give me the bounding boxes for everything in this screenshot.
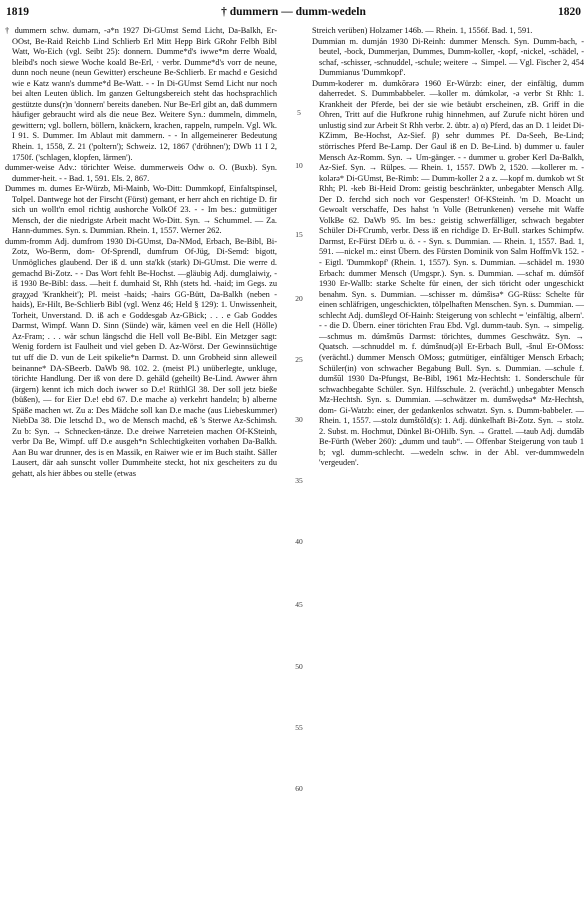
page-header: [0, 6, 587, 20]
line-number: 5: [297, 108, 301, 117]
page-number-left: 1819: [6, 6, 29, 18]
line-number: 40: [295, 537, 303, 546]
line-number: 20: [295, 294, 303, 303]
dictionary-entry: Dummes m. dumes Er-Würzb, Mi-Mainb, Wo-Ditt: Dummkopf, Einfaltspinsel, Tolpel. Dantwege hot der Firscht (Fürst) gemant, er herr ahch en richtige D. fir sich un wollt'n emol richtig aushorche VolkOf 23. - - Im bes.: gutmütiger Mensch, der die niedrigste Arbeit macht Wo-Ditt. Syn. → Schummel. — Za. Hann-dummes. Syn. s. Dummian. Rhein. 1, 1557. Werner 262.: [5, 184, 277, 236]
running-title: † dummern — dumm-wedeln: [221, 6, 366, 18]
dictionary-entry: dummer-weise Adv.: törichter Weise. dummerweis Odw o. O. (Buxb). Syn. dummer-heit. - - Bad. 1, 591. Els. 2, 867.: [5, 163, 277, 183]
line-number: 35: [295, 476, 303, 485]
line-number: 30: [295, 415, 303, 424]
line-number: 55: [295, 723, 303, 732]
line-number: 45: [295, 600, 303, 609]
dictionary-entry: † dummern schw. dumərn, -ə*n 1927 Di-GUmst Semd Licht, Da-Balkh, Er-OOst, Be-Raid Reichb Lind Schlierb Erl Mitt Hepp Birk GRohr Felbh Bibl Watt, Wo-Eich (vgl. Seibt 25): donnern. Dumme*d's iwwe*m derre Woald, bleibd's noch siewe Woche koald Be-Erl, · verbr. Dumme*d's vorr de neune, dunn noch neune (neun Gewitter) erscheune Be-Schlierb. Er machd e Gesichd wie e Katz wann's dumme*d Be-Watt. - - In Di-GUmst Semd Licht nur noch bei alten Leuten üblich. Im ganzen Geltungsbereich steht das hochsprachlich gestützte duns(r)n 'donnern' bereits daneben. Nur Be-Erl gibt an, daß dummern häufiger gebraucht wird als die neue Bez. Weitere Syn.: dummeln, dimmeln, gewittern; vgl. bollern, böllern, knäckern, krachen, rappeln, rumpeln. Vgl. Wk. I 91. S. Dummer. Im Ablaut mit dammern. - - In allgemeinerer Bedeutung Rhein. 1, 1558, Z. 21 ('poltern'); Schweiz. 12, 1867 ('dröhnen'); DWb 11 I 2, 1750f. ('schlagen, klopfen, lärmen').: [5, 26, 277, 162]
line-number: 50: [295, 662, 303, 671]
dictionary-entry: Dummian m. dumján 1930 Di-Reinh: dummer Mensch. Syn. Dumm-bach, -beutel, -bock, Dummerjan, Dummes, Dumm-koller, -kopf, -nickel, -schädel, -schaf, -schisser, -schnuddel, -schule; weitere → Simpel. — Vgl. Fischer 2, 454 Dummianus 'Dummkopf'.: [312, 36, 584, 78]
page-number-right: 1820: [558, 6, 581, 18]
left-column: [5, 26, 277, 480]
line-number: 25: [295, 355, 303, 364]
line-number: 15: [295, 230, 303, 239]
right-column: [312, 26, 584, 469]
line-number: 10: [295, 161, 303, 170]
dictionary-entry: dumm-fromm Adj. dumfrom 1930 Di-GUmst, Da-NMod, Erbach, Be-Bibl, Bi-Zotz, Wo-Berm, dom- Of-Sprendl, dumfrum Of-Jüg, Di-Semd: bigott, Unmögliches glaubend. Der iß d. unn sta'kk (stark) Di-GUmst. Die werre d. gemachd Bi-Zotz. - - Das Wort fehlt Be-Hochst. —gläubig Adj. dumglaiwiχ, -iš 1930 Be-Bibl: dass. —heit f. dumhaid St, Rhh (stets hd. -haid; im Gegs. zu graχχəd 'Krankheit'); Pl. meist -haids; -hairs GG-Bütt, Da-Balkh (neben -haids), Er-Hilt, Be-Schlierb Bibl (vgl. Wenz 46; Held § 129): 1. Unwissenheit, Torheit, Unverstand. D. iß ach e Goddesgab Az-GBick; . . . e Gab Goddes Darmst, Wimpf. Wann D. Sinn (Sünde) wär, kämen veel en die Hell (Hölle) Az-Fram; . . . wär schun längschd die Hell voll Be-Bibl. Ein Metzger sagt: Wenig fordern ist Faulheit und viel geben D. Az-Wörst. Der Gewinnsüchtige tut uff die D. vun de Leit spikelie*n Darmst. D. unn Grobheid sinn alleweil beinanne* DA-SBeerb. DaWb 98. 102. 2. (meist Pl.) unüberlegte, unkluge, törichte Handlung. Der iß von dere D. gehäld (geheilt) Be-Lind. Awwer ährn (ärgern) kennt ich mich doch iwwer so D.e! RüthlGl 38. Der soll jetz bieße (büßen), — for Eier D.e! ebd 67. D.e mache a) verkehrt handeln; b) alberne Späße machen wt. Zu a: Des Mädche soll kan D.e mache (aus Liebeskummer) NiebDa 38. Die letschd D., wo de Mensch machd, eß 's Sterwe Az-Schimsh. Zu b: Syn. → Schnecken-tänze. D.e dreiwe Narreteien machen Of-KSteinh, verbr Da Be, Wimpf. uff D.e ausgeh*n Schlechtigkeiten vorhaben Da-Balkh. Aan Bu war drunner, des is en Massik, en Raiwer wie er im Buch staiht. Säller Lausert, där aah sunscht voller Dummheite steckt, hot nix gescheiters zu du gehatt, als hier äbbes ou stelle (etwas: [5, 236, 277, 478]
dictionary-entry: Dumm-koderer m. dumkōrərə 1960 Er-Würzb: einer, der einfältig, dumm daherredet. S. Dummbabbeler. —koller m. dúmkolər, -ə verbr St Rhh: 1. Krankheit der Pferde, bei der sie wie betäubt erscheinen, zB. Griff in die Ohren, Tritt auf die Hufkrone ruhig hinnehmen, auf Zurufe nicht hören und unlustig sind zur Arbeit St Rhh verbr. 2. übtr. a) α) Pferd, das an D. 1 leidet Di-KZimm, Be-Hochst, Az-Sief. β) sehr dummes Pf. Da-Seeh, Be-Lind; störrisches Pferd Be-Lamp. Der Gaul iß en D. Be-Lind. b) dummer u. fauler Mensch Az-Romm. Syn. → Um-gänger. - - dummer u. grober Kerl Da-Balkh, Az-Sief. Syn. → Rülpes. — Rhein. 1, 1557. DWb 2, 1520. —kollerer m. -kolərə* Di-GUmst, Be-Rimb: — Dumm-koller 2 a z. —kopf m. dumkob wt St Rhh; Pl. -keb Bi-Heid Drom: geistig beschränkter, unbegabter Mensch Allg. Der D. ferchd sich noch vor Gespenster! Of-KSteinh. 'm D. Moacht un Gewoalt verschaffe, Des hahst 'n Volle (Betrunkenen) versehe mit Waffe VolkBe 62. DaWb 95. Im bes.: geistig schwerfälliger, schwach begabter Schüler Di-FCrumb, verbr. Dess iß en richdige D. Er-Bull. starkes Schimpfw. Darmst, Er-Fürst DErb u. ö. - - Syn. s. Dummian. — Rhein. 1, 1557. Bad. 1, 591. —nickel m.: einst Übern. des Fürsten Dominik von Salm HoffmVk 152. - - Eigtl. 'Dummkopf' (Rhein. 1, 1557). Syn. s. Dummian. —schädel m. 1930 Erbach: dummer Mensch (Umgspr.). Syn. s. Dummian. —schaf m. dúmšōf 1930 Er-Wallb: starke Schelte für einen, der sich töricht oder ungeschickt benahm. Syn. s. Dummian. —schisser m. dúmšisə* GG-Rüss: Schelte für einen schläfrigen, ungeschickten, tölpelhaften Menschen. Syn. s. Dummian. —schlecht Adj. dumšleχd Of-Hainh: Steigerung von schlecht = 'einfältig, albern'. - - die D. Übern. einer törichten Frau Ebd. Vgl. dumm-taub. Syn. → simpelig. —schmus m. dúmšmūs Darmst: törichtes, dummes Geschwätz. Syn. → Quatsch. —schnuddel m. f. dúmšnud(ə)l Er-Erbach Bull, -šnul Er-OMoss: (verächtl.) dummer Mensch OMoss; gutmütiger, einfältiger Mensch Erbach; Schüler(in) von schwacher Begabung Bull. Syn. s. Dummian. —schule f. dumšūl 1930 Da-Pfungst, Be-Bibl, 1961 Mz-Hechtsh: 1. Sonderschule für schwachbegabte Schüler. Syn. Hilfsschule. 2. (verächtl.) unbegabter Mensch Mz-Hechtsh. Syn. s. Dummian. —schwätzer m. dumšwędsə* Mz-Hechtsh, dom- Gi-Watzb: einer, der gedankenlos schwatzt. Syn. s. Dumm-babbeler. — Rhein. 1, 1557. —stolz dumštōld(s): 1. Adj. dünkelhaft Bi-Zotz. Syn. → stolz. 2. Subst. m. Hochmut, Dünkel Bi-OHilb. Syn. → Grattel. —taub Adj. dumdāb Be-Fürth (Weber 260): „dumm und taub“. — Offenbar Steigerung von taub 1 b; vgl. dumm-schlecht. —wedeln schw. in der Abl. ver-dummwedeln 'vergeuden'.: [312, 78, 584, 468]
line-number: 60: [295, 784, 303, 793]
dictionary-entry-continuation: Streich verüben) Holzamer 146b. — Rhein. 1, 1556f. Bad. 1, 591.: [312, 26, 533, 35]
